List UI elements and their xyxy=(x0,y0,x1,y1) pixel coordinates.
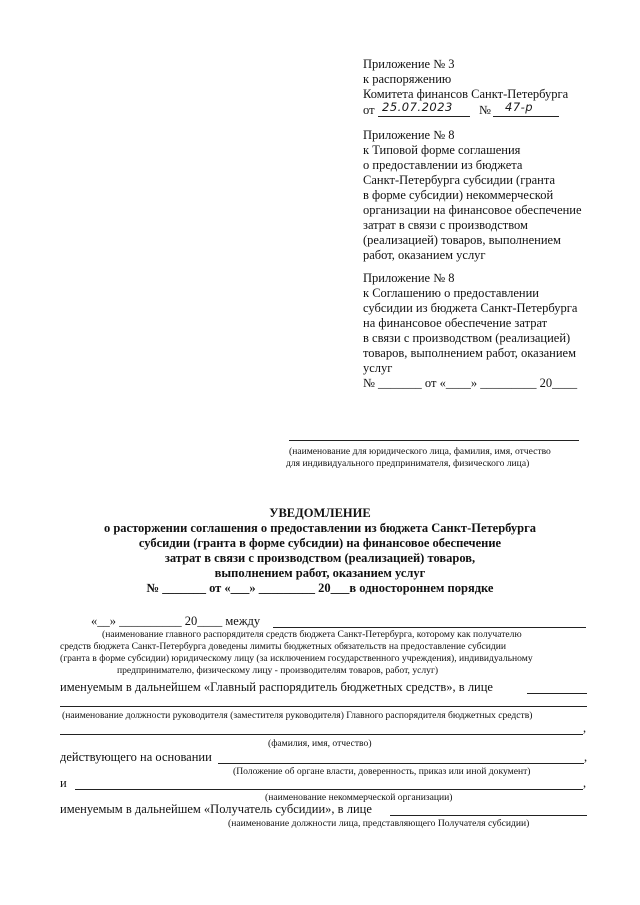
appendix8a-line: работ, оказанием услуг xyxy=(363,248,486,262)
appendix8b-line: на финансовое обеспечение затрат xyxy=(363,316,548,330)
appendix8a-line: (реализацией) товаров, выполнением xyxy=(363,233,561,247)
appendix3-num-underline xyxy=(493,116,559,117)
caption-grbs-line3: (гранта в форме субсидии) юридическому лицу (за исключением государственного учреждения), индивидуальному xyxy=(60,653,533,664)
caption-basis: (Положение об органе власти, доверенность, приказ или иной документ) xyxy=(233,766,531,777)
body-date-line: «__» __________ 20____ между xyxy=(91,614,261,628)
recipient-name-line xyxy=(289,440,579,441)
caption-recipient-rep: (наименование должности лица, представляющего Получателя субсидии) xyxy=(228,818,530,829)
nko-comma: , xyxy=(583,776,587,790)
notice-title-line2: субсидии (гранта в форме субсидии) на финансовое обеспечение xyxy=(138,536,502,550)
notice-title-line1: о расторжении соглашения о предоставлении из бюджета Санкт-Петербурга xyxy=(103,521,537,535)
appendix3-line3: Комитета финансов Санкт-Петербурга xyxy=(363,87,569,101)
body-grbs-underline xyxy=(273,627,586,628)
appendix8b-line: в связи с производством (реализацией) xyxy=(363,331,571,345)
body-named-recipient: именуемым в дальнейшем «Получатель субсидии», в лице xyxy=(60,802,372,816)
body-named-grbs: именуемым в дальнейшем «Главный распорядитель бюджетных средств», в лице xyxy=(60,680,493,694)
caption-fio: (фамилия, имя, отчество) xyxy=(268,738,372,749)
grbs-position-line xyxy=(60,706,587,707)
appendix8b-line: к Соглашению о предоставлении xyxy=(363,286,540,300)
appendix8b-line: Приложение № 8 xyxy=(363,271,455,285)
nko-name-line xyxy=(75,789,583,790)
appendix8b-line: субсидии из бюджета Санкт-Петербурга xyxy=(363,301,578,315)
appendix8a-line: к Типовой форме соглашения xyxy=(363,143,521,157)
appendix3-num-label: № xyxy=(479,103,491,117)
grbs-head-underline-end xyxy=(527,693,587,694)
appendix3-line1: Приложение № 3 xyxy=(363,57,455,71)
appendix3-date-underline xyxy=(378,116,470,117)
notice-title-line4: выполнением работ, оказанием услуг xyxy=(214,566,426,580)
appendix8a-line: затрат в связи с производством xyxy=(363,218,528,232)
notice-title-line3: затрат в связи с производством (реализацией) товаров, xyxy=(164,551,476,565)
appendix8b-line: услуг xyxy=(363,361,393,375)
notice-heading: УВЕДОМЛЕНИЕ xyxy=(269,506,371,520)
recipient-rep-line xyxy=(390,815,587,816)
caption-grbs-line4: предпринимателю, физическому лицу - производителям товаров, работ, услуг) xyxy=(117,665,439,676)
appendix8a-line: Приложение № 8 xyxy=(363,128,455,142)
appendix8b-number-line: № _______ от «____» _________ 20____ xyxy=(363,376,578,390)
appendix8a-line: о предоставлении из бюджета xyxy=(363,158,523,172)
appendix3-from-label: от xyxy=(363,103,375,117)
caption-nko: (наименование некоммерческой организации) xyxy=(265,792,453,803)
appendix8b-line: товаров, выполнением работ, оказанием xyxy=(363,346,577,360)
appendix3-num-handwritten: 47-р xyxy=(505,100,534,114)
recipient-caption-line1: (наименование для юридического лица, фамилия, имя, отчество xyxy=(289,446,551,457)
appendix8a-line: в форме субсидии) некоммерческой xyxy=(363,188,554,202)
basis-comma: , xyxy=(584,750,588,764)
appendix8a-line: организации на финансовое обеспечение xyxy=(363,203,582,217)
appendix8a-line: Санкт-Петербурга субсидии (гранта xyxy=(363,173,555,187)
appendix3-line2: к распоряжению xyxy=(363,72,452,86)
fio-comma: , xyxy=(583,721,587,735)
recipient-caption-line2: для индивидуального предпринимателя, физического лица) xyxy=(286,458,530,469)
body-and: и xyxy=(60,776,67,790)
grbs-fio-line xyxy=(60,734,583,735)
appendix3-date-handwritten: 25.07.2023 xyxy=(382,100,453,114)
caption-grbs-line1: (наименование главного распорядителя средств бюджета Санкт-Петербурга, которому как получателю xyxy=(102,629,522,640)
basis-line xyxy=(218,763,584,764)
notice-title-line5: № _______ от «___» _________ 20___в одностороннем порядке xyxy=(146,581,494,595)
caption-grbs-position: (наименование должности руководителя (заместителя руководителя) Главного распорядителя бюджетных средств) xyxy=(62,710,533,721)
caption-grbs-line2: средств бюджета Санкт-Петербурга доведены лимиты бюджетных обязательств на предоставление субсидии xyxy=(60,641,507,652)
body-acting-basis: действующего на основании xyxy=(60,750,212,764)
